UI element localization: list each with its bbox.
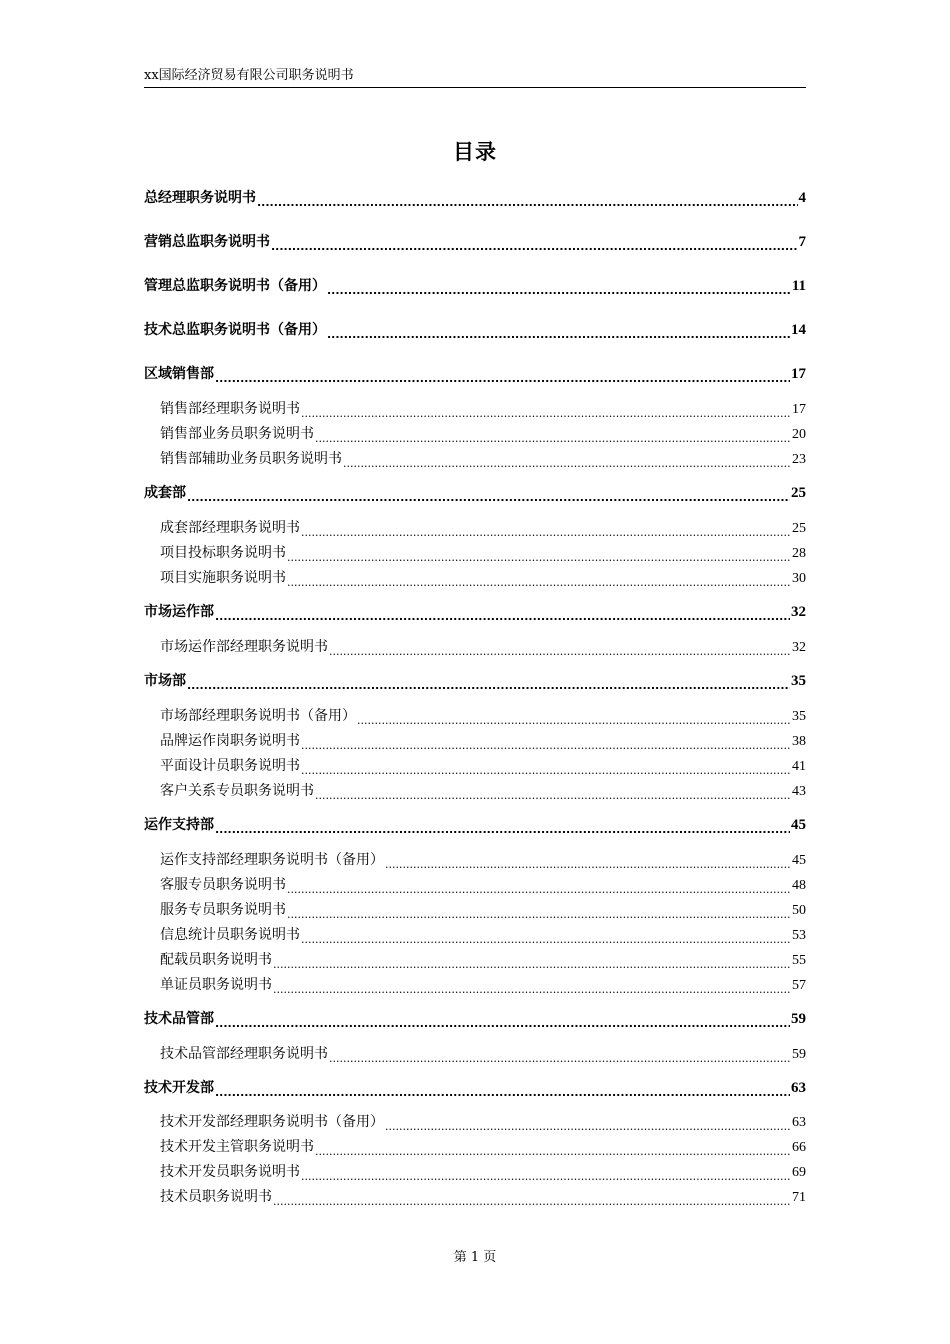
page-header: xx国际经济贸易有限公司职务说明书 [144,66,806,88]
toc-subentry-text: 技术开发部经理职务说明书（备用） [160,1114,384,1130]
dot-leader [301,404,791,418]
dot-leader [329,642,791,656]
dot-leader [301,761,791,775]
toc-entry[interactable] [144,480,806,502]
toc-entry-text: 技术总监职务说明书（备用） [144,322,326,338]
toc-entry-text: 运作支持部 [144,817,214,833]
toc-subentry[interactable] [144,1184,806,1206]
dot-leader [271,237,798,251]
dot-leader [187,676,790,690]
toc-subentry-page: 59 [792,1047,806,1062]
toc-subentry[interactable] [144,897,806,919]
toc-entry-page: 63 [791,1080,806,1096]
toc-entry-page: 32 [791,604,806,620]
toc-subentry-text: 项目实施职务说明书 [160,570,286,586]
toc-subentry[interactable] [144,847,806,869]
toc-subentry-page: 30 [792,571,806,586]
toc-subentry-text: 客服专员职务说明书 [160,877,286,893]
dot-leader [357,711,791,725]
dot-leader [327,325,790,339]
toc-subentry[interactable] [144,728,806,750]
toc-subentry-page: 57 [792,978,806,993]
toc-subentry-page: 35 [792,709,806,724]
toc-subentry-text: 销售部经理职务说明书 [160,401,300,417]
toc-subentry-page: 23 [792,452,806,467]
toc-entry-text: 技术开发部 [144,1080,214,1096]
toc-entry[interactable] [144,185,806,207]
dot-leader [273,955,791,969]
dot-leader [273,1192,791,1206]
toc-subentry-page: 50 [792,903,806,918]
toc-subentry[interactable] [144,872,806,894]
toc-entry[interactable] [144,273,806,295]
toc-entry-text: 成套部 [144,485,186,501]
toc-subentry-page: 38 [792,734,806,749]
toc-entry-text: 技术品管部 [144,1011,214,1027]
toc-subentry-page: 32 [792,640,806,655]
toc-subentry-page: 20 [792,427,806,442]
dot-leader [215,820,790,834]
dot-leader [315,786,791,800]
toc-subentry[interactable] [144,634,806,656]
dot-leader [273,980,791,994]
toc-subentry-text: 配载员职务说明书 [160,952,272,968]
page-footer: 第 1 页 [453,1250,497,1265]
toc-entry-page: 17 [791,366,806,382]
dot-leader [215,369,790,383]
dot-leader [385,1117,791,1131]
toc-entry-text: 市场运作部 [144,604,214,620]
toc-entry-page: 7 [798,234,806,250]
toc-subentry-text: 技术员职务说明书 [160,1189,272,1205]
toc-subentry[interactable] [144,1041,806,1063]
toc-subentry-text: 技术品管部经理职务说明书 [160,1046,328,1062]
toc-subentry[interactable] [144,947,806,969]
toc-subentry-page: 53 [792,928,806,943]
toc-entry-text: 总经理职务说明书 [144,190,256,206]
toc-subentry-page: 41 [792,759,806,774]
toc-subentry-text: 信息统计员职务说明书 [160,927,300,943]
dot-leader [343,454,791,468]
dot-leader [215,607,790,621]
toc-subentry[interactable] [144,396,806,418]
toc-entry[interactable] [144,317,806,339]
toc-entry[interactable] [144,812,806,834]
toc-subentry-page: 48 [792,878,806,893]
toc-subentry-text: 市场部经理职务说明书（备用） [160,708,356,724]
dot-leader [215,1083,790,1097]
toc-entry-text: 管理总监职务说明书（备用） [144,278,326,294]
toc-subentry-text: 单证员职务说明书 [160,977,272,993]
toc-subentry-text: 销售部辅助业务员职务说明书 [160,451,342,467]
dot-leader [301,1167,791,1181]
dot-leader [215,1014,790,1028]
toc-subentry-page: 17 [792,402,806,417]
toc-subentry[interactable] [144,421,806,443]
toc-entry-page: 14 [791,322,806,338]
toc-subentry[interactable] [144,1134,806,1156]
toc-subentry-text: 市场运作部经理职务说明书 [160,639,328,655]
toc-subentry[interactable] [144,778,806,800]
toc-entry-page: 45 [791,817,806,833]
toc-subentry-page: 69 [792,1165,806,1180]
toc-subentry[interactable] [144,540,806,562]
toc-subentry[interactable] [144,1159,806,1181]
toc-subentry-page: 25 [792,521,806,536]
toc-subentry[interactable] [144,565,806,587]
toc-title: 目录 [453,140,497,164]
dot-leader [301,930,791,944]
toc-subentry-text: 项目投标职务说明书 [160,545,286,561]
toc-subentry-page: 55 [792,953,806,968]
toc-subentry-text: 销售部业务员职务说明书 [160,426,314,442]
toc-subentry-text: 服务专员职务说明书 [160,902,286,918]
dot-leader [329,1049,791,1063]
toc-entry-text: 营销总监职务说明书 [144,234,270,250]
dot-leader [187,488,790,502]
toc-subentry-page: 43 [792,784,806,799]
toc-subentry-text: 技术开发员职务说明书 [160,1164,300,1180]
toc-entry[interactable] [144,668,806,690]
dot-leader [257,193,798,207]
toc-subentry[interactable] [144,922,806,944]
dot-leader [301,523,791,537]
toc-entry[interactable] [144,1006,806,1028]
dot-leader [287,573,791,587]
toc-entry-page: 59 [791,1011,806,1027]
toc-subentry[interactable] [144,515,806,537]
toc-subentry-page: 45 [792,853,806,868]
dot-leader [287,880,791,894]
dot-leader [315,1142,791,1156]
toc-subentry-text: 运作支持部经理职务说明书（备用） [160,852,384,868]
toc-subentry-text: 成套部经理职务说明书 [160,520,300,536]
toc-entry-text: 区域销售部 [144,366,214,382]
toc-entry[interactable] [144,229,806,251]
toc-subentry[interactable] [144,1109,806,1131]
toc-entry-page: 25 [791,485,806,501]
dot-leader [385,855,791,869]
toc-subentry[interactable] [144,446,806,468]
toc-entry-page: 4 [798,190,806,206]
toc-subentry[interactable] [144,753,806,775]
dot-leader [287,548,791,562]
dot-leader [327,281,791,295]
toc-subentry-text: 技术开发主管职务说明书 [160,1139,314,1155]
toc-subentry[interactable] [144,703,806,725]
dot-leader [287,905,791,919]
toc-entry[interactable] [144,1075,806,1097]
toc-subentry-text: 平面设计员职务说明书 [160,758,300,774]
toc-entry[interactable] [144,361,806,383]
toc-entry-text: 市场部 [144,673,186,689]
dot-leader [315,429,791,443]
toc-entry-page: 11 [791,278,806,294]
dot-leader [301,736,791,750]
toc-subentry-page: 66 [792,1140,806,1155]
toc-subentry-page: 28 [792,546,806,561]
toc-subentry-page: 71 [792,1190,806,1205]
toc-subentry[interactable] [144,972,806,994]
toc-subentry-page: 63 [792,1115,806,1130]
toc-subentry-text: 客户关系专员职务说明书 [160,783,314,799]
toc-entry[interactable] [144,599,806,621]
toc-entry-page: 35 [791,673,806,689]
toc-subentry-text: 品牌运作岗职务说明书 [160,733,300,749]
